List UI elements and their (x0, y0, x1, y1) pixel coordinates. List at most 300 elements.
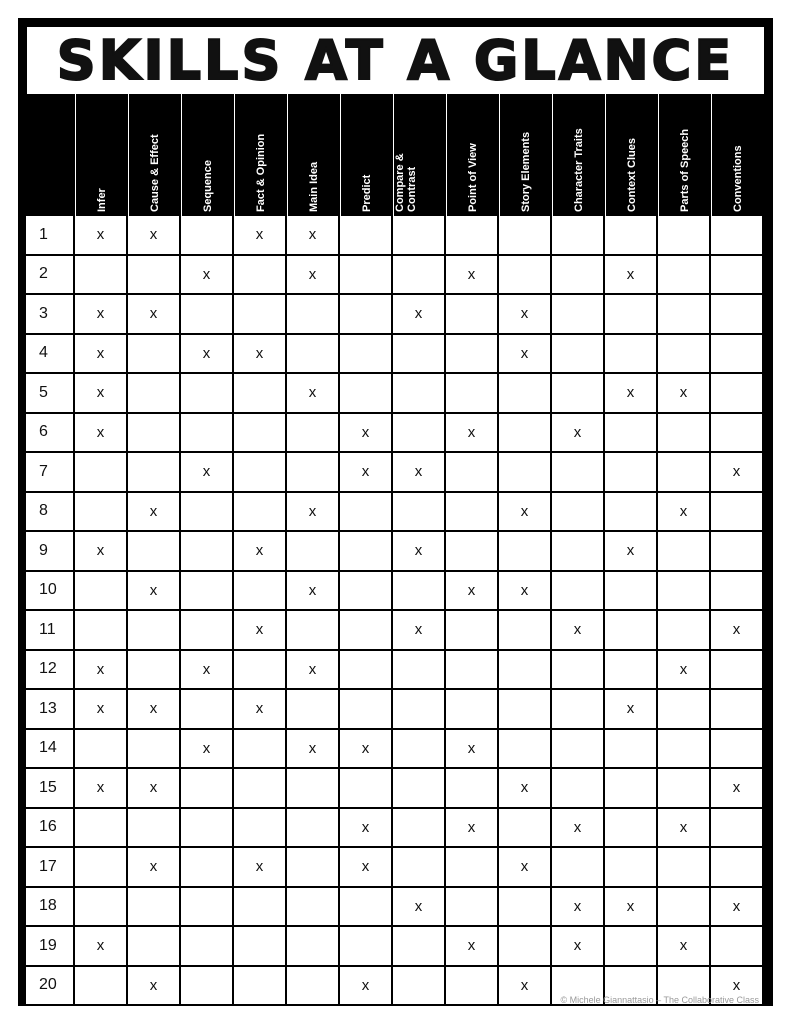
skill-cell (499, 809, 552, 849)
skill-cell: x (446, 927, 499, 967)
skill-cell (552, 572, 605, 612)
skill-cell: x (499, 967, 552, 1007)
skill-cell (393, 967, 446, 1007)
skill-cell (658, 335, 711, 375)
skill-cell: x (552, 927, 605, 967)
skill-cell (287, 967, 340, 1007)
skill-cell (181, 848, 234, 888)
column-header-text: Point of View (467, 143, 479, 212)
skill-cell: x (393, 295, 446, 335)
skill-cell (181, 532, 234, 572)
skill-cell (393, 216, 446, 256)
skill-cell: x (75, 335, 128, 375)
skill-cell (499, 730, 552, 770)
skill-cell: x (234, 848, 287, 888)
skill-cell: x (446, 256, 499, 296)
skill-cell (711, 730, 764, 770)
skill-cell (128, 611, 181, 651)
skill-cell (499, 414, 552, 454)
skill-cell (605, 848, 658, 888)
skill-cell (393, 572, 446, 612)
column-header-label (308, 162, 320, 212)
skill-cell (75, 572, 128, 612)
skill-cell: x (393, 532, 446, 572)
skill-cell (605, 335, 658, 375)
skill-cell (181, 967, 234, 1007)
skill-cell (75, 256, 128, 296)
skill-cell (552, 216, 605, 256)
row-number: 9 (26, 532, 75, 572)
skill-cell: x (75, 216, 128, 256)
row-number: 14 (26, 730, 75, 770)
skill-cell (234, 453, 287, 493)
skill-cell: x (446, 414, 499, 454)
skill-cell (287, 532, 340, 572)
skill-cell: x (75, 927, 128, 967)
column-header-text: Predict (361, 174, 373, 212)
skill-cell: x (658, 493, 711, 533)
skill-cell (340, 256, 393, 296)
skill-cell (658, 256, 711, 296)
skill-cell: x (181, 256, 234, 296)
skill-cell (446, 216, 499, 256)
column-header (181, 94, 234, 216)
row-number: 13 (26, 690, 75, 730)
skill-cell (658, 690, 711, 730)
skill-cell (552, 532, 605, 572)
skill-cell (181, 690, 234, 730)
skill-cell (658, 216, 711, 256)
skill-cell (658, 295, 711, 335)
skill-cell (75, 809, 128, 849)
skill-cell (552, 453, 605, 493)
skill-cell (552, 848, 605, 888)
skill-cell (75, 493, 128, 533)
skill-cell (75, 848, 128, 888)
skill-cell (181, 295, 234, 335)
skill-cell (552, 651, 605, 691)
skill-cell: x (552, 414, 605, 454)
title-box (27, 27, 764, 95)
skill-cell (340, 651, 393, 691)
skill-cell: x (711, 769, 764, 809)
skill-cell (128, 809, 181, 849)
column-header-text: Context Clues (626, 138, 638, 212)
skill-cell: x (128, 769, 181, 809)
skill-cell: x (552, 809, 605, 849)
skill-cell (234, 888, 287, 928)
row-number: 16 (26, 809, 75, 849)
skill-cell (711, 927, 764, 967)
skill-cell: x (711, 967, 764, 1007)
column-header-text: Character Traits (573, 128, 585, 212)
skill-cell (605, 453, 658, 493)
skill-cell (658, 848, 711, 888)
skill-cell: x (181, 335, 234, 375)
skill-cell (340, 532, 393, 572)
skill-cell (128, 414, 181, 454)
skill-cell (128, 888, 181, 928)
skill-cell (234, 295, 287, 335)
skill-cell: x (499, 848, 552, 888)
skill-cell (446, 611, 499, 651)
column-header-text: Parts of Speech (679, 128, 691, 212)
skill-cell: x (75, 690, 128, 730)
skill-cell (75, 888, 128, 928)
column-header-text-line2: Contrast (406, 166, 418, 212)
skill-cell (234, 927, 287, 967)
skill-cell: x (605, 374, 658, 414)
skill-cell (340, 335, 393, 375)
skill-cell (552, 295, 605, 335)
skill-cell: x (128, 848, 181, 888)
skill-cell: x (181, 453, 234, 493)
skill-cell (287, 295, 340, 335)
skill-cell (393, 769, 446, 809)
skill-cell (552, 730, 605, 770)
skill-cell: x (340, 730, 393, 770)
skill-cell (287, 888, 340, 928)
skill-cell (234, 256, 287, 296)
skill-cell (181, 572, 234, 612)
skill-cell (446, 769, 499, 809)
skill-cell (75, 611, 128, 651)
skill-cell (711, 690, 764, 730)
skill-cell: x (128, 295, 181, 335)
skill-cell (711, 216, 764, 256)
row-number: 19 (26, 927, 75, 967)
row-number: 5 (26, 374, 75, 414)
column-header-label (202, 160, 214, 212)
skill-cell (234, 730, 287, 770)
column-header-label (520, 132, 532, 212)
skill-cell: x (340, 414, 393, 454)
header-corner (18, 94, 75, 216)
skill-cell (340, 888, 393, 928)
skill-cell (287, 769, 340, 809)
column-header-label (149, 134, 161, 212)
column-header (340, 94, 393, 216)
skill-cell (128, 374, 181, 414)
skill-cell: x (711, 888, 764, 928)
skill-cell (605, 572, 658, 612)
skill-cell: x (393, 611, 446, 651)
skill-cell: x (499, 335, 552, 375)
skill-cell (446, 453, 499, 493)
skill-cell (287, 335, 340, 375)
skill-cell (128, 256, 181, 296)
column-header (499, 94, 552, 216)
row-number: 4 (26, 335, 75, 375)
column-header-text: Cause & Effect (149, 134, 161, 212)
skill-cell (128, 927, 181, 967)
skill-cell (499, 453, 552, 493)
skill-cell (552, 335, 605, 375)
skills-chart-frame (18, 18, 773, 1006)
skill-cell (181, 374, 234, 414)
skill-cell: x (552, 611, 605, 651)
skill-cell (181, 809, 234, 849)
skill-cell (711, 493, 764, 533)
column-header (393, 94, 446, 216)
skill-cell (446, 848, 499, 888)
column-header-label (361, 175, 373, 212)
skill-cell (393, 414, 446, 454)
skill-cell: x (234, 216, 287, 256)
row-number: 17 (26, 848, 75, 888)
skill-cell: x (499, 493, 552, 533)
skill-cell: x (499, 295, 552, 335)
skill-cell: x (75, 769, 128, 809)
skill-cell (340, 769, 393, 809)
column-header (605, 94, 658, 216)
skill-cell: x (128, 690, 181, 730)
skill-cell (499, 611, 552, 651)
skill-cell (287, 809, 340, 849)
skill-cell (393, 690, 446, 730)
skill-cell (287, 927, 340, 967)
skill-cell: x (499, 769, 552, 809)
skill-cell (499, 888, 552, 928)
skill-cell (711, 651, 764, 691)
skill-cell: x (552, 888, 605, 928)
column-header (128, 94, 181, 216)
skill-cell: x (287, 730, 340, 770)
row-number: 7 (26, 453, 75, 493)
copyright-credit: © Michele Giannattasio – The Collaborative Class (560, 995, 759, 1005)
page-title: SKILLS AT A GLANCE (56, 29, 735, 92)
column-header-label (679, 129, 691, 212)
skill-cell (75, 730, 128, 770)
skill-cell (499, 927, 552, 967)
skill-cell: x (181, 730, 234, 770)
skill-cell (234, 809, 287, 849)
skill-cell: x (234, 532, 287, 572)
row-number: 11 (26, 611, 75, 651)
skill-cell (393, 730, 446, 770)
row-number: 12 (26, 651, 75, 691)
skill-cell (181, 414, 234, 454)
skill-cell (340, 493, 393, 533)
skill-cell (393, 809, 446, 849)
skill-cell (605, 651, 658, 691)
column-header (711, 94, 764, 216)
column-header-text: Main Idea (308, 161, 320, 212)
skill-cell (711, 295, 764, 335)
skill-cell (499, 651, 552, 691)
row-number: 6 (26, 414, 75, 454)
row-number: 2 (26, 256, 75, 296)
skill-cell: x (75, 532, 128, 572)
skill-cell: x (234, 335, 287, 375)
skill-cell (711, 335, 764, 375)
skill-cell (181, 769, 234, 809)
skill-cell (446, 295, 499, 335)
skill-cell (711, 414, 764, 454)
skill-cell (605, 730, 658, 770)
skill-cell (393, 848, 446, 888)
skill-cell (287, 848, 340, 888)
skill-cell: x (75, 374, 128, 414)
skill-cell: x (446, 730, 499, 770)
skill-cell (393, 927, 446, 967)
skill-cell (393, 651, 446, 691)
skill-cell: x (446, 809, 499, 849)
column-header (446, 94, 499, 216)
skill-cell (605, 216, 658, 256)
skill-cell (234, 572, 287, 612)
column-header-text: Compare & (394, 153, 406, 212)
column-header-label (573, 128, 585, 212)
skill-cell: x (446, 572, 499, 612)
skill-cell (181, 888, 234, 928)
skill-cell (128, 532, 181, 572)
column-header-label (467, 143, 479, 212)
skill-cell (446, 967, 499, 1007)
skill-cell: x (340, 453, 393, 493)
skill-cell: x (287, 651, 340, 691)
row-number: 8 (26, 493, 75, 533)
skill-cell (499, 532, 552, 572)
column-header (234, 94, 287, 216)
skill-cell (75, 453, 128, 493)
column-header-label (96, 188, 108, 212)
skill-cell: x (658, 927, 711, 967)
skill-cell (287, 414, 340, 454)
skill-cell (340, 572, 393, 612)
skill-cell (711, 572, 764, 612)
skill-cell (552, 769, 605, 809)
skill-cell (446, 651, 499, 691)
skill-cell (446, 888, 499, 928)
skill-cell (552, 493, 605, 533)
skill-cell: x (75, 651, 128, 691)
skill-cell: x (287, 493, 340, 533)
skill-cell (393, 374, 446, 414)
skill-cell (499, 216, 552, 256)
skill-cell (711, 256, 764, 296)
skill-cell (446, 493, 499, 533)
skill-cell: x (128, 216, 181, 256)
skill-cell (658, 730, 711, 770)
skill-cell (658, 414, 711, 454)
skill-cell (552, 690, 605, 730)
skill-cell (128, 335, 181, 375)
skill-cell: x (340, 848, 393, 888)
skill-cell (658, 769, 711, 809)
row-number: 10 (26, 572, 75, 612)
skill-cell (499, 690, 552, 730)
skill-cell: x (658, 374, 711, 414)
skill-cell (128, 651, 181, 691)
skill-cell: x (711, 611, 764, 651)
skill-cell (658, 572, 711, 612)
row-number: 18 (26, 888, 75, 928)
skill-cell (605, 493, 658, 533)
skill-cell (605, 611, 658, 651)
skill-cell (393, 256, 446, 296)
skill-cell (605, 295, 658, 335)
skill-cell: x (658, 651, 711, 691)
row-number: 1 (26, 216, 75, 256)
skill-cell: x (181, 651, 234, 691)
skill-cell (340, 216, 393, 256)
column-header-text: Infer (96, 188, 108, 212)
row-number: 15 (26, 769, 75, 809)
skill-cell (605, 809, 658, 849)
column-header-text: Conventions (732, 145, 744, 212)
skill-cell (711, 532, 764, 572)
skill-cell (181, 611, 234, 651)
skill-cell: x (75, 414, 128, 454)
skills-grid (18, 94, 764, 1006)
column-header (75, 94, 128, 216)
skill-cell (711, 848, 764, 888)
skill-cell (181, 216, 234, 256)
skill-cell: x (658, 809, 711, 849)
skill-cell: x (234, 611, 287, 651)
column-header-text: Story Elements (520, 131, 532, 212)
skill-cell (234, 651, 287, 691)
skill-cell (75, 967, 128, 1007)
skill-cell (446, 532, 499, 572)
skill-cell: x (393, 453, 446, 493)
skill-cell: x (287, 572, 340, 612)
column-header-label (626, 138, 638, 212)
skill-cell (234, 769, 287, 809)
skill-cell: x (605, 256, 658, 296)
skill-cell (234, 967, 287, 1007)
skill-cell (711, 809, 764, 849)
skill-cell: x (287, 216, 340, 256)
skill-cell (605, 927, 658, 967)
skill-cell: x (287, 374, 340, 414)
skill-cell (340, 611, 393, 651)
skill-cell (446, 374, 499, 414)
skill-cell: x (340, 809, 393, 849)
skill-cell: x (340, 967, 393, 1007)
skill-cell: x (499, 572, 552, 612)
skill-cell (234, 414, 287, 454)
skill-cell: x (234, 690, 287, 730)
column-header-label (255, 134, 267, 212)
skill-cell (340, 374, 393, 414)
skill-cell (446, 335, 499, 375)
skill-cell (605, 769, 658, 809)
skill-cell: x (128, 572, 181, 612)
skill-cell: x (393, 888, 446, 928)
skill-cell (181, 493, 234, 533)
skill-cell (181, 927, 234, 967)
skill-cell (393, 335, 446, 375)
skill-cell: x (128, 493, 181, 533)
skill-cell: x (287, 256, 340, 296)
skill-cell (605, 414, 658, 454)
skill-cell (499, 256, 552, 296)
skill-cell: x (128, 967, 181, 1007)
skill-cell: x (605, 532, 658, 572)
skill-cell (234, 374, 287, 414)
skill-cell (287, 690, 340, 730)
column-header (287, 94, 340, 216)
skill-cell (234, 493, 287, 533)
skill-cell (340, 927, 393, 967)
skill-cell (128, 453, 181, 493)
row-number: 3 (26, 295, 75, 335)
skill-cell (128, 730, 181, 770)
column-header-label (394, 153, 418, 212)
skill-cell (340, 690, 393, 730)
